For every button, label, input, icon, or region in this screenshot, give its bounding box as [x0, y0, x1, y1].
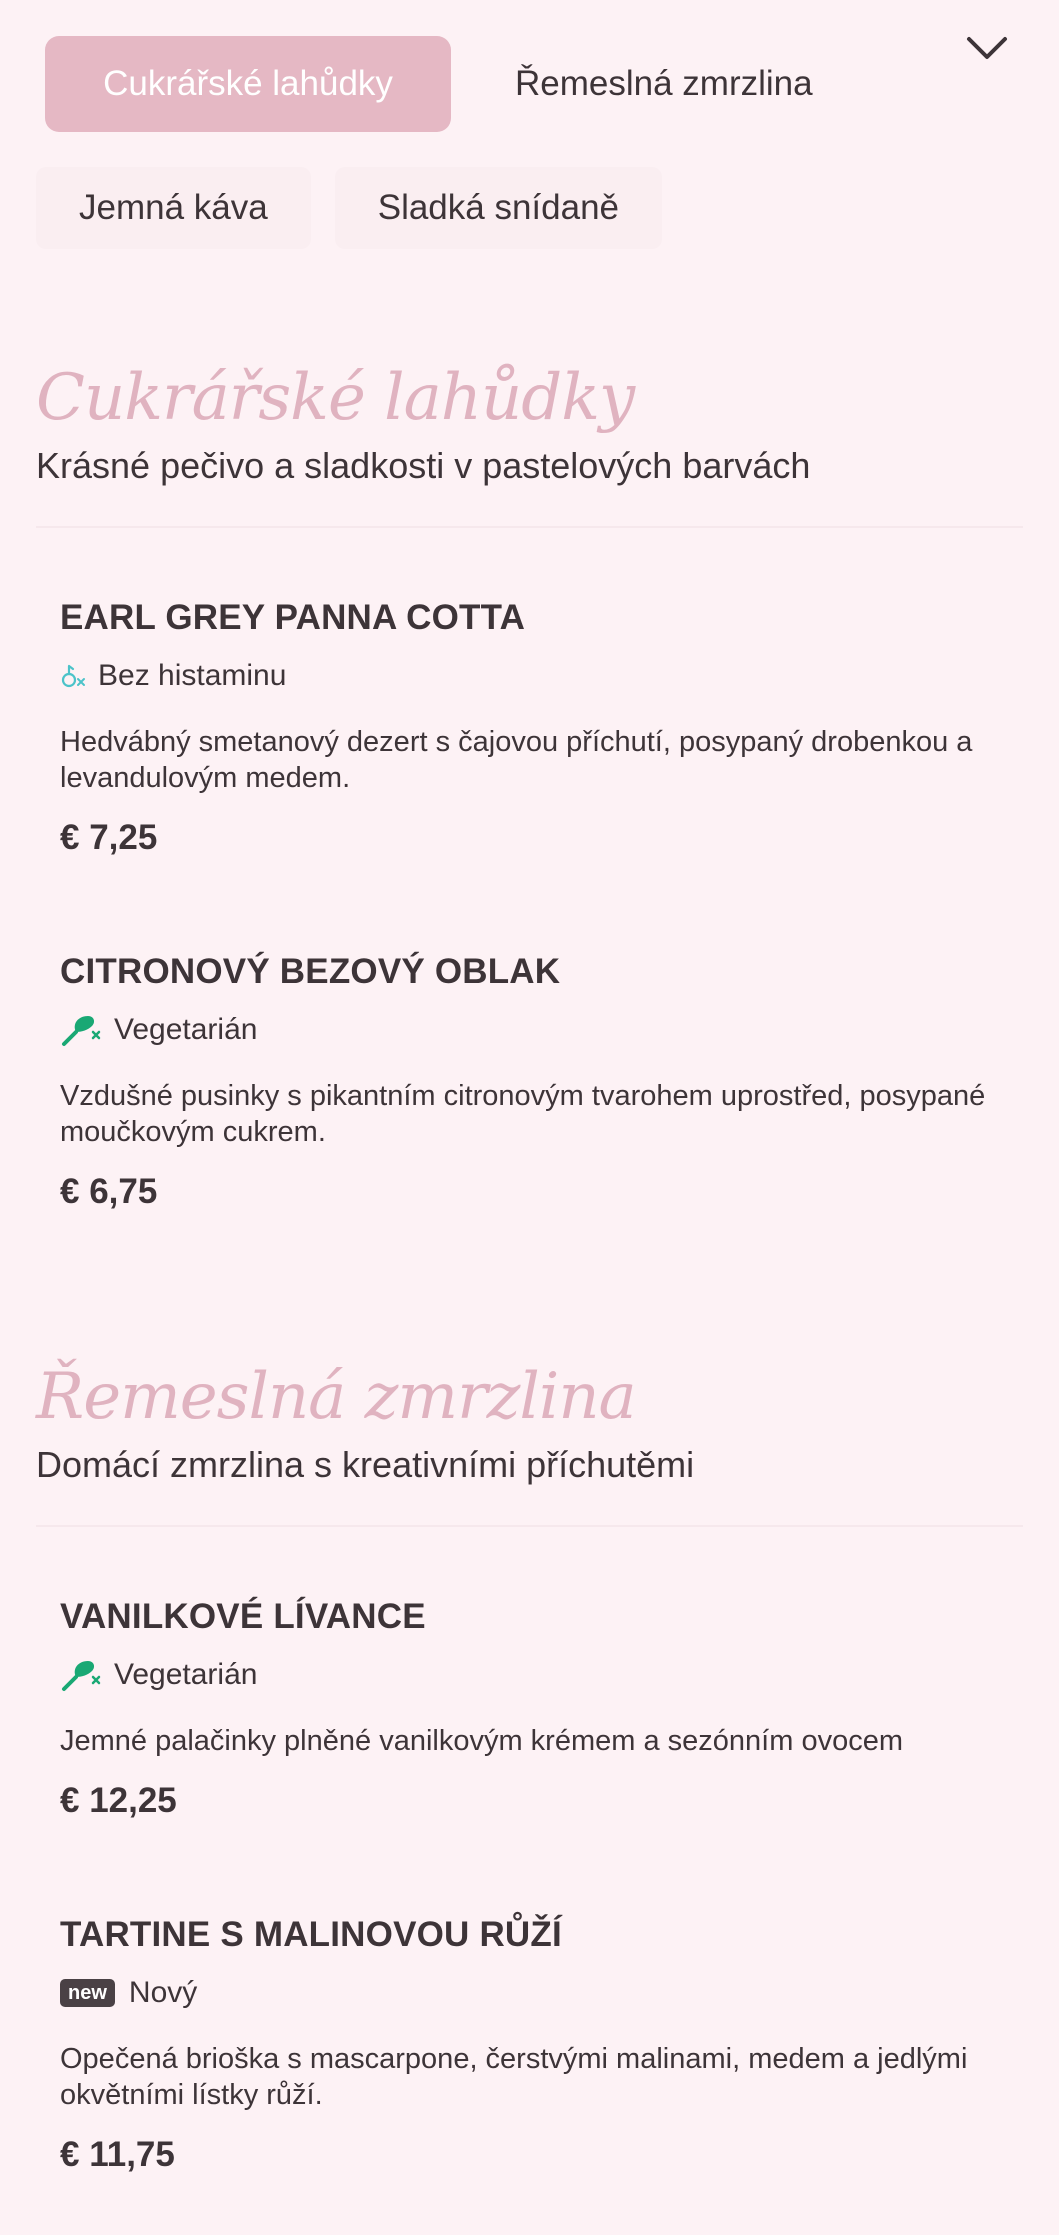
dietary-tag [60, 658, 1019, 694]
item-description: Jemné palačinky plněné vanilkovým krémem a sezónním ovocem [60, 1725, 903, 1757]
divider [36, 1525, 1023, 1527]
tab-sladka-snidane[interactable]: Sladká snídaně [335, 167, 662, 249]
section-subtitle: Domácí zmrzlina s kreativními příchutěmi [36, 1444, 695, 1485]
tag-label: Bez histaminu [98, 659, 287, 692]
tag-label: Vegetarián [114, 1013, 258, 1046]
item-price: € 7,25 [60, 818, 158, 857]
dietary-tag [60, 1975, 1019, 2011]
item-price: € 6,75 [60, 1172, 158, 1211]
section-remeslna-zmrzlina [36, 1357, 1023, 1527]
menu-item[interactable] [60, 1915, 1019, 2175]
menu-item[interactable] [60, 598, 1019, 858]
item-price: € 12,25 [60, 1781, 177, 1820]
vegetarian-icon [60, 1012, 102, 1048]
section-cukrarske-lahudky [36, 358, 1023, 528]
item-description: Hedvábný smetanový dezert s čajovou příchutí, posypaný drobenkou a levandulovým medem. [60, 726, 973, 794]
new-badge: new [60, 1979, 115, 2007]
item-name: VANILKOVÉ LÍVANCE [60, 1597, 426, 1636]
category-tabs-row2 [36, 167, 662, 249]
tag-label: Vegetarián [114, 1658, 258, 1691]
vegetarian-icon [60, 1657, 102, 1693]
chevron-down-icon[interactable] [965, 30, 1009, 66]
tab-cukrarske-lahudky[interactable]: Cukrářské lahůdky [45, 36, 451, 132]
section-title: Cukrářské lahůdky [36, 361, 635, 435]
section-subtitle: Krásné pečivo a sladkosti v pastelových barvách [36, 445, 811, 486]
item-description: Opečená brioška s mascarpone, čerstvými malinami, medem a jedlými okvětními lístky růží. [60, 2043, 968, 2111]
tab-jemna-kava[interactable]: Jemná káva [36, 167, 311, 249]
menu-item[interactable] [60, 952, 1019, 1212]
dietary-tag [60, 1657, 1019, 1693]
item-name: TARTINE S MALINOVOU RŮŽÍ [60, 1915, 562, 1954]
item-description: Vzdušné pusinky s pikantním citronovým tvarohem uprostřed, posypané moučkovým cukrem. [60, 1080, 986, 1148]
item-price: € 11,75 [60, 2135, 175, 2174]
divider [36, 526, 1023, 528]
category-tabs [45, 36, 1039, 132]
tag-label: Nový [128, 1976, 198, 2009]
histamine-free-icon [60, 663, 86, 689]
item-name: CITRONOVÝ BEZOVÝ OBLAK [60, 952, 561, 991]
dietary-tag [60, 1012, 1019, 1048]
menu-item[interactable] [60, 1597, 1019, 1821]
tab-remeslna-zmrzlina[interactable]: Řemeslná zmrzlina [515, 64, 813, 103]
section-title: Řemeslná zmrzlina [36, 1360, 636, 1434]
item-name: EARL GREY PANNA COTTA [60, 598, 526, 637]
